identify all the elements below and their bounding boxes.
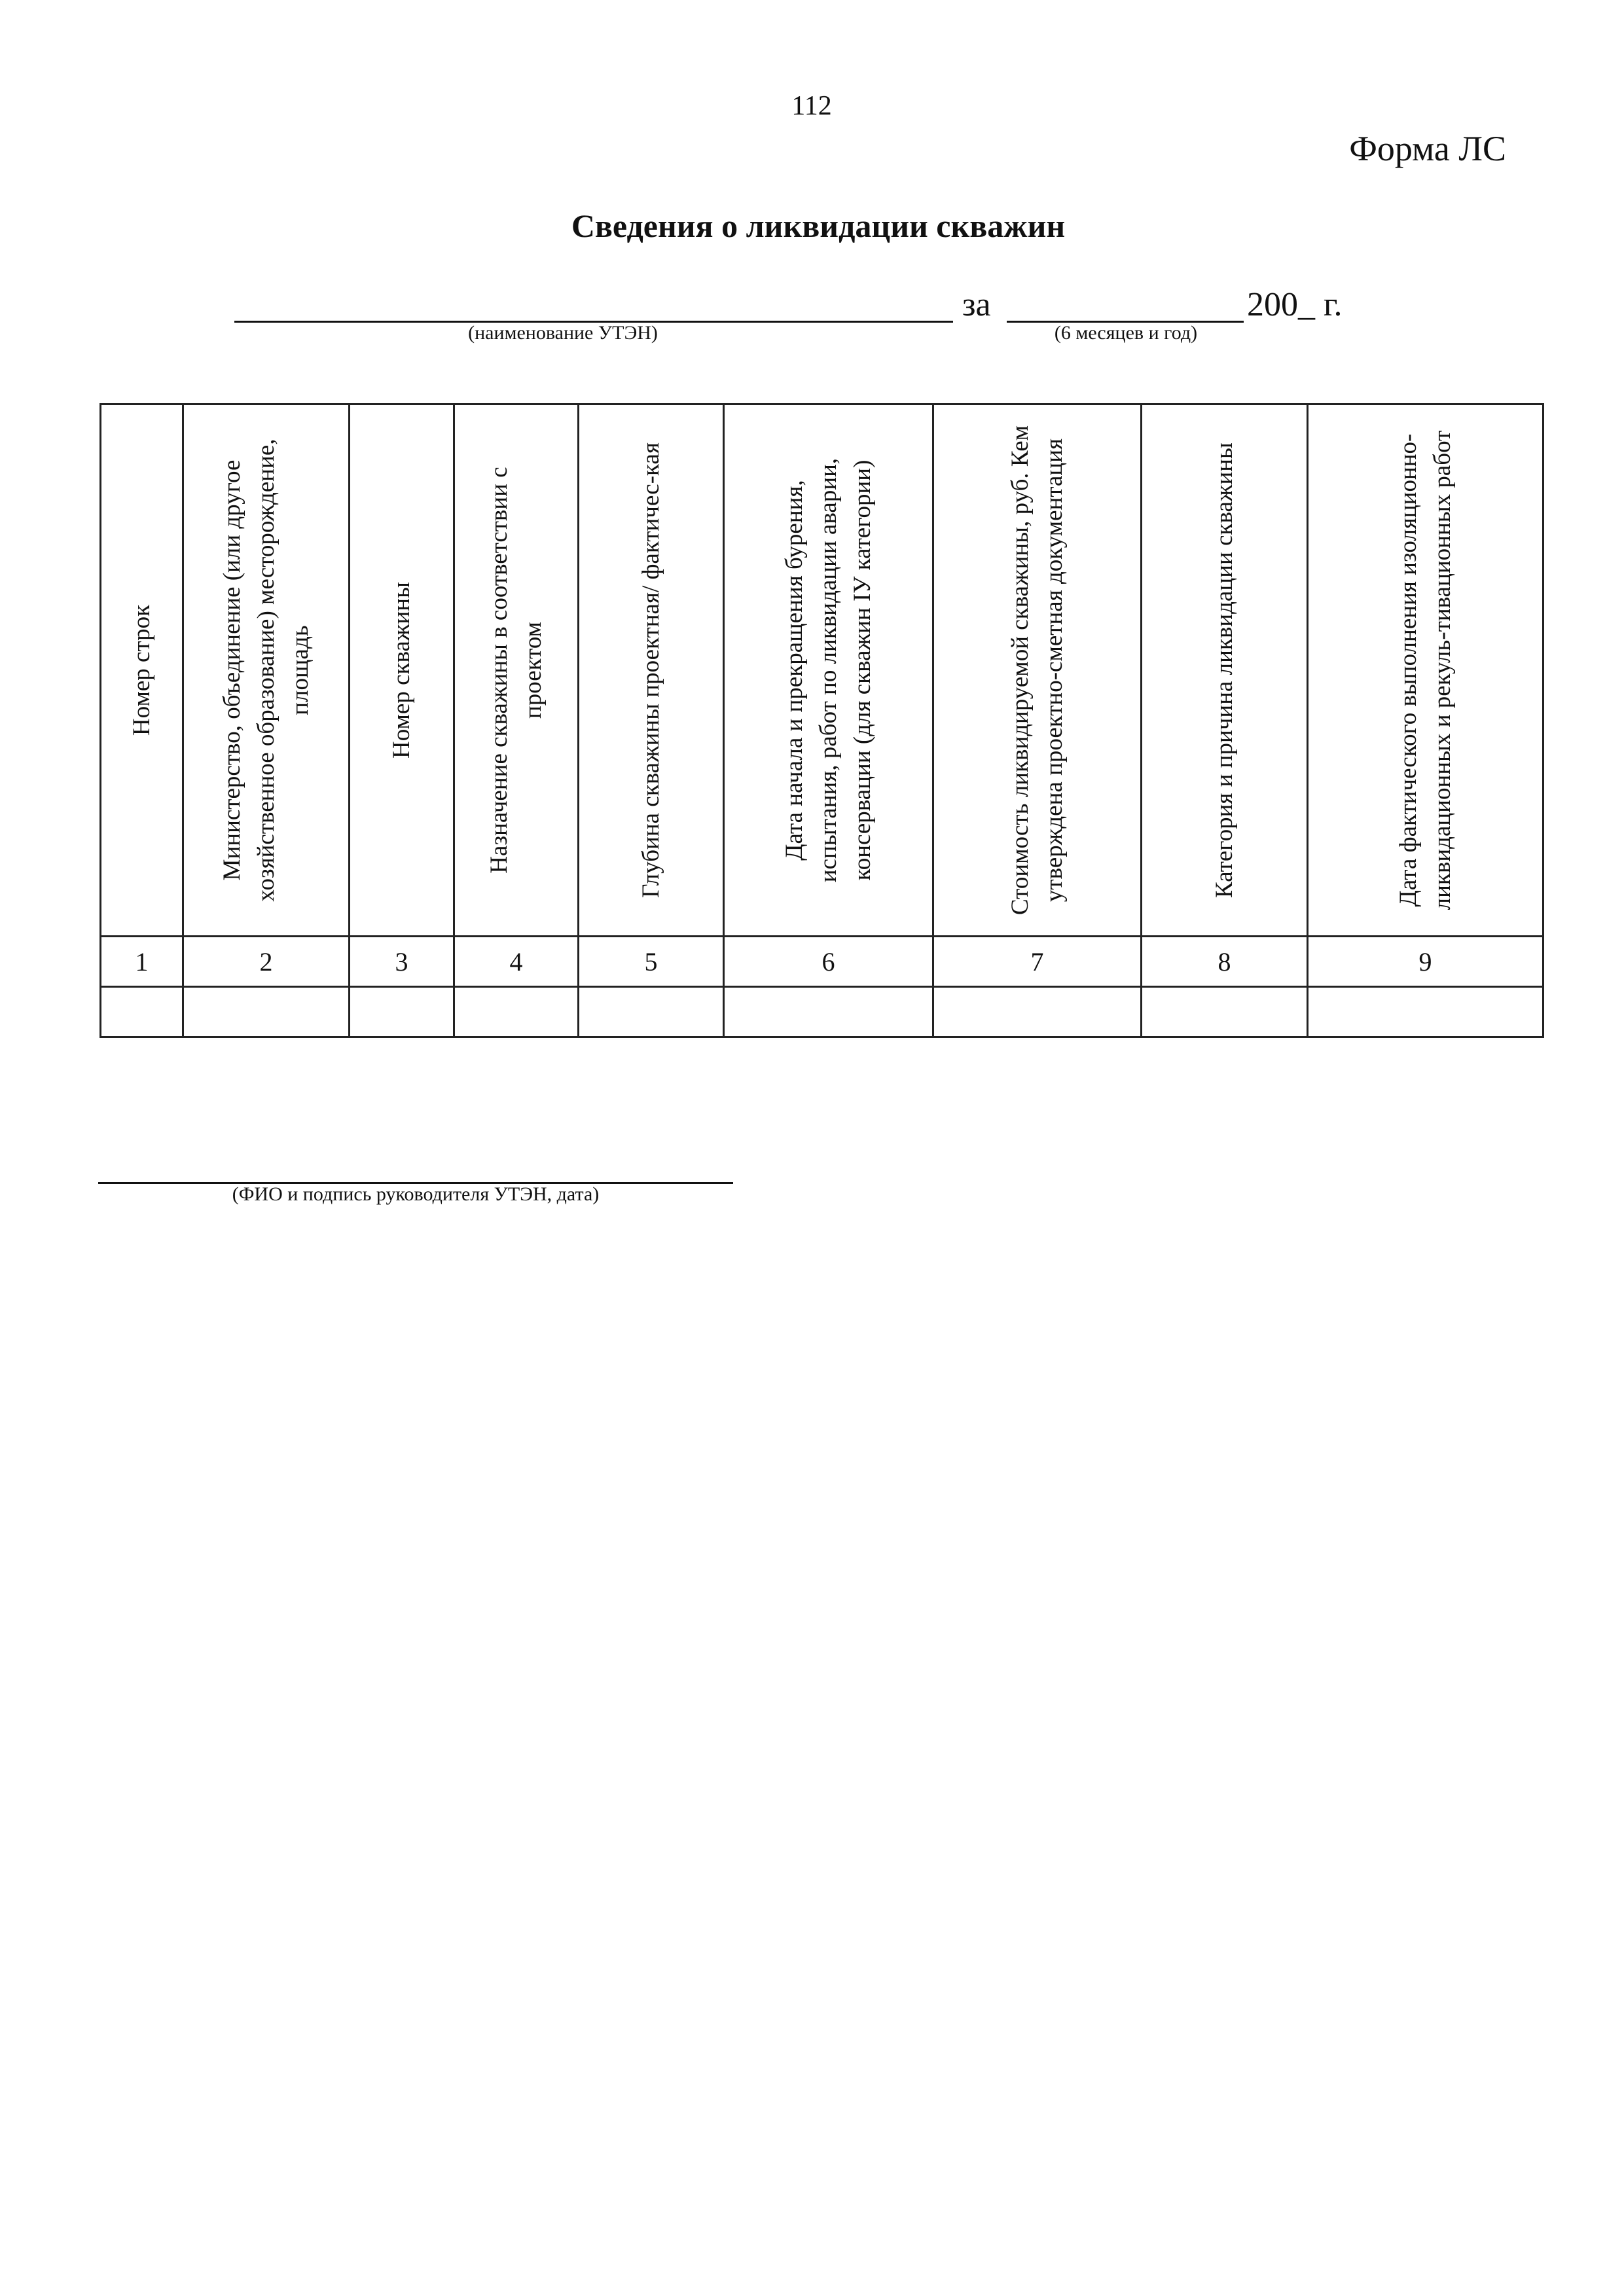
data-cell (933, 987, 1142, 1037)
header-label: Дата начала и прекращения бурения, испытания, работ по ликвидации аварии, консервации (для скважин IУ категории) (780, 457, 876, 883)
document-title: Сведения о ликвидации скважин (571, 207, 1066, 244)
header-cell-well-depth (579, 404, 724, 937)
column-number: 2 (183, 937, 350, 987)
data-cell (1142, 987, 1308, 1037)
column-number: 8 (1142, 937, 1308, 987)
signature-caption: (ФИО и подпись руководителя УТЭН, дата) (232, 1183, 600, 1205)
column-number-row (101, 937, 1543, 987)
header-label: Номер строк (128, 604, 155, 736)
header-cell-well-number (350, 404, 454, 937)
data-cell (183, 987, 350, 1037)
data-cell (101, 987, 183, 1037)
header-cell-dates (724, 404, 933, 937)
empty-data-row (101, 987, 1543, 1037)
column-number: 1 (101, 937, 183, 987)
header-label: Министерство, объединение (или другое хозяйственное образование) месторождение, площадь (218, 439, 314, 902)
column-number: 7 (933, 937, 1142, 987)
form-code: Форма ЛС (1349, 129, 1506, 168)
data-cell (724, 987, 933, 1037)
header-label: Категория и причина ликвидации скважины (1210, 442, 1238, 898)
year-label: 200_ г. (1247, 286, 1343, 323)
header-cell-row-number (101, 404, 183, 937)
header-cell-category (1142, 404, 1308, 937)
header-label: Номер скважины (388, 582, 415, 759)
organization-caption: (наименование УТЭН) (468, 322, 658, 344)
column-number: 6 (724, 937, 933, 987)
header-cell-well-purpose (454, 404, 579, 937)
data-cell (1308, 987, 1543, 1037)
column-number: 5 (579, 937, 724, 987)
header-cell-cost (933, 404, 1142, 937)
data-cell (350, 987, 454, 1037)
data-cell (454, 987, 579, 1037)
liquidation-report-table (99, 403, 1544, 1038)
header-cell-completion-date (1308, 404, 1543, 937)
period-caption: (6 месяцев и год) (1054, 322, 1198, 344)
header-label: Глубина скважины проектная/ фактичес-кая (637, 442, 664, 898)
header-label: Дата фактического выполнения изоляционно-ликвидационных и рекуль-тивационных работ (1394, 430, 1456, 910)
page-number: 112 (791, 91, 832, 121)
period-za-label: за (962, 286, 991, 323)
header-cell-ministry (183, 404, 350, 937)
column-number: 9 (1308, 937, 1543, 987)
header-label: Назначение скважины в соответствии с проектом (485, 467, 547, 874)
column-number: 4 (454, 937, 579, 987)
header-label: Стоимость ликвидируемой скважины, руб. Кем утверждена проектно-сметная документация (1006, 425, 1068, 916)
column-number: 3 (350, 937, 454, 987)
table-header-row (101, 404, 1543, 937)
data-cell (579, 987, 724, 1037)
